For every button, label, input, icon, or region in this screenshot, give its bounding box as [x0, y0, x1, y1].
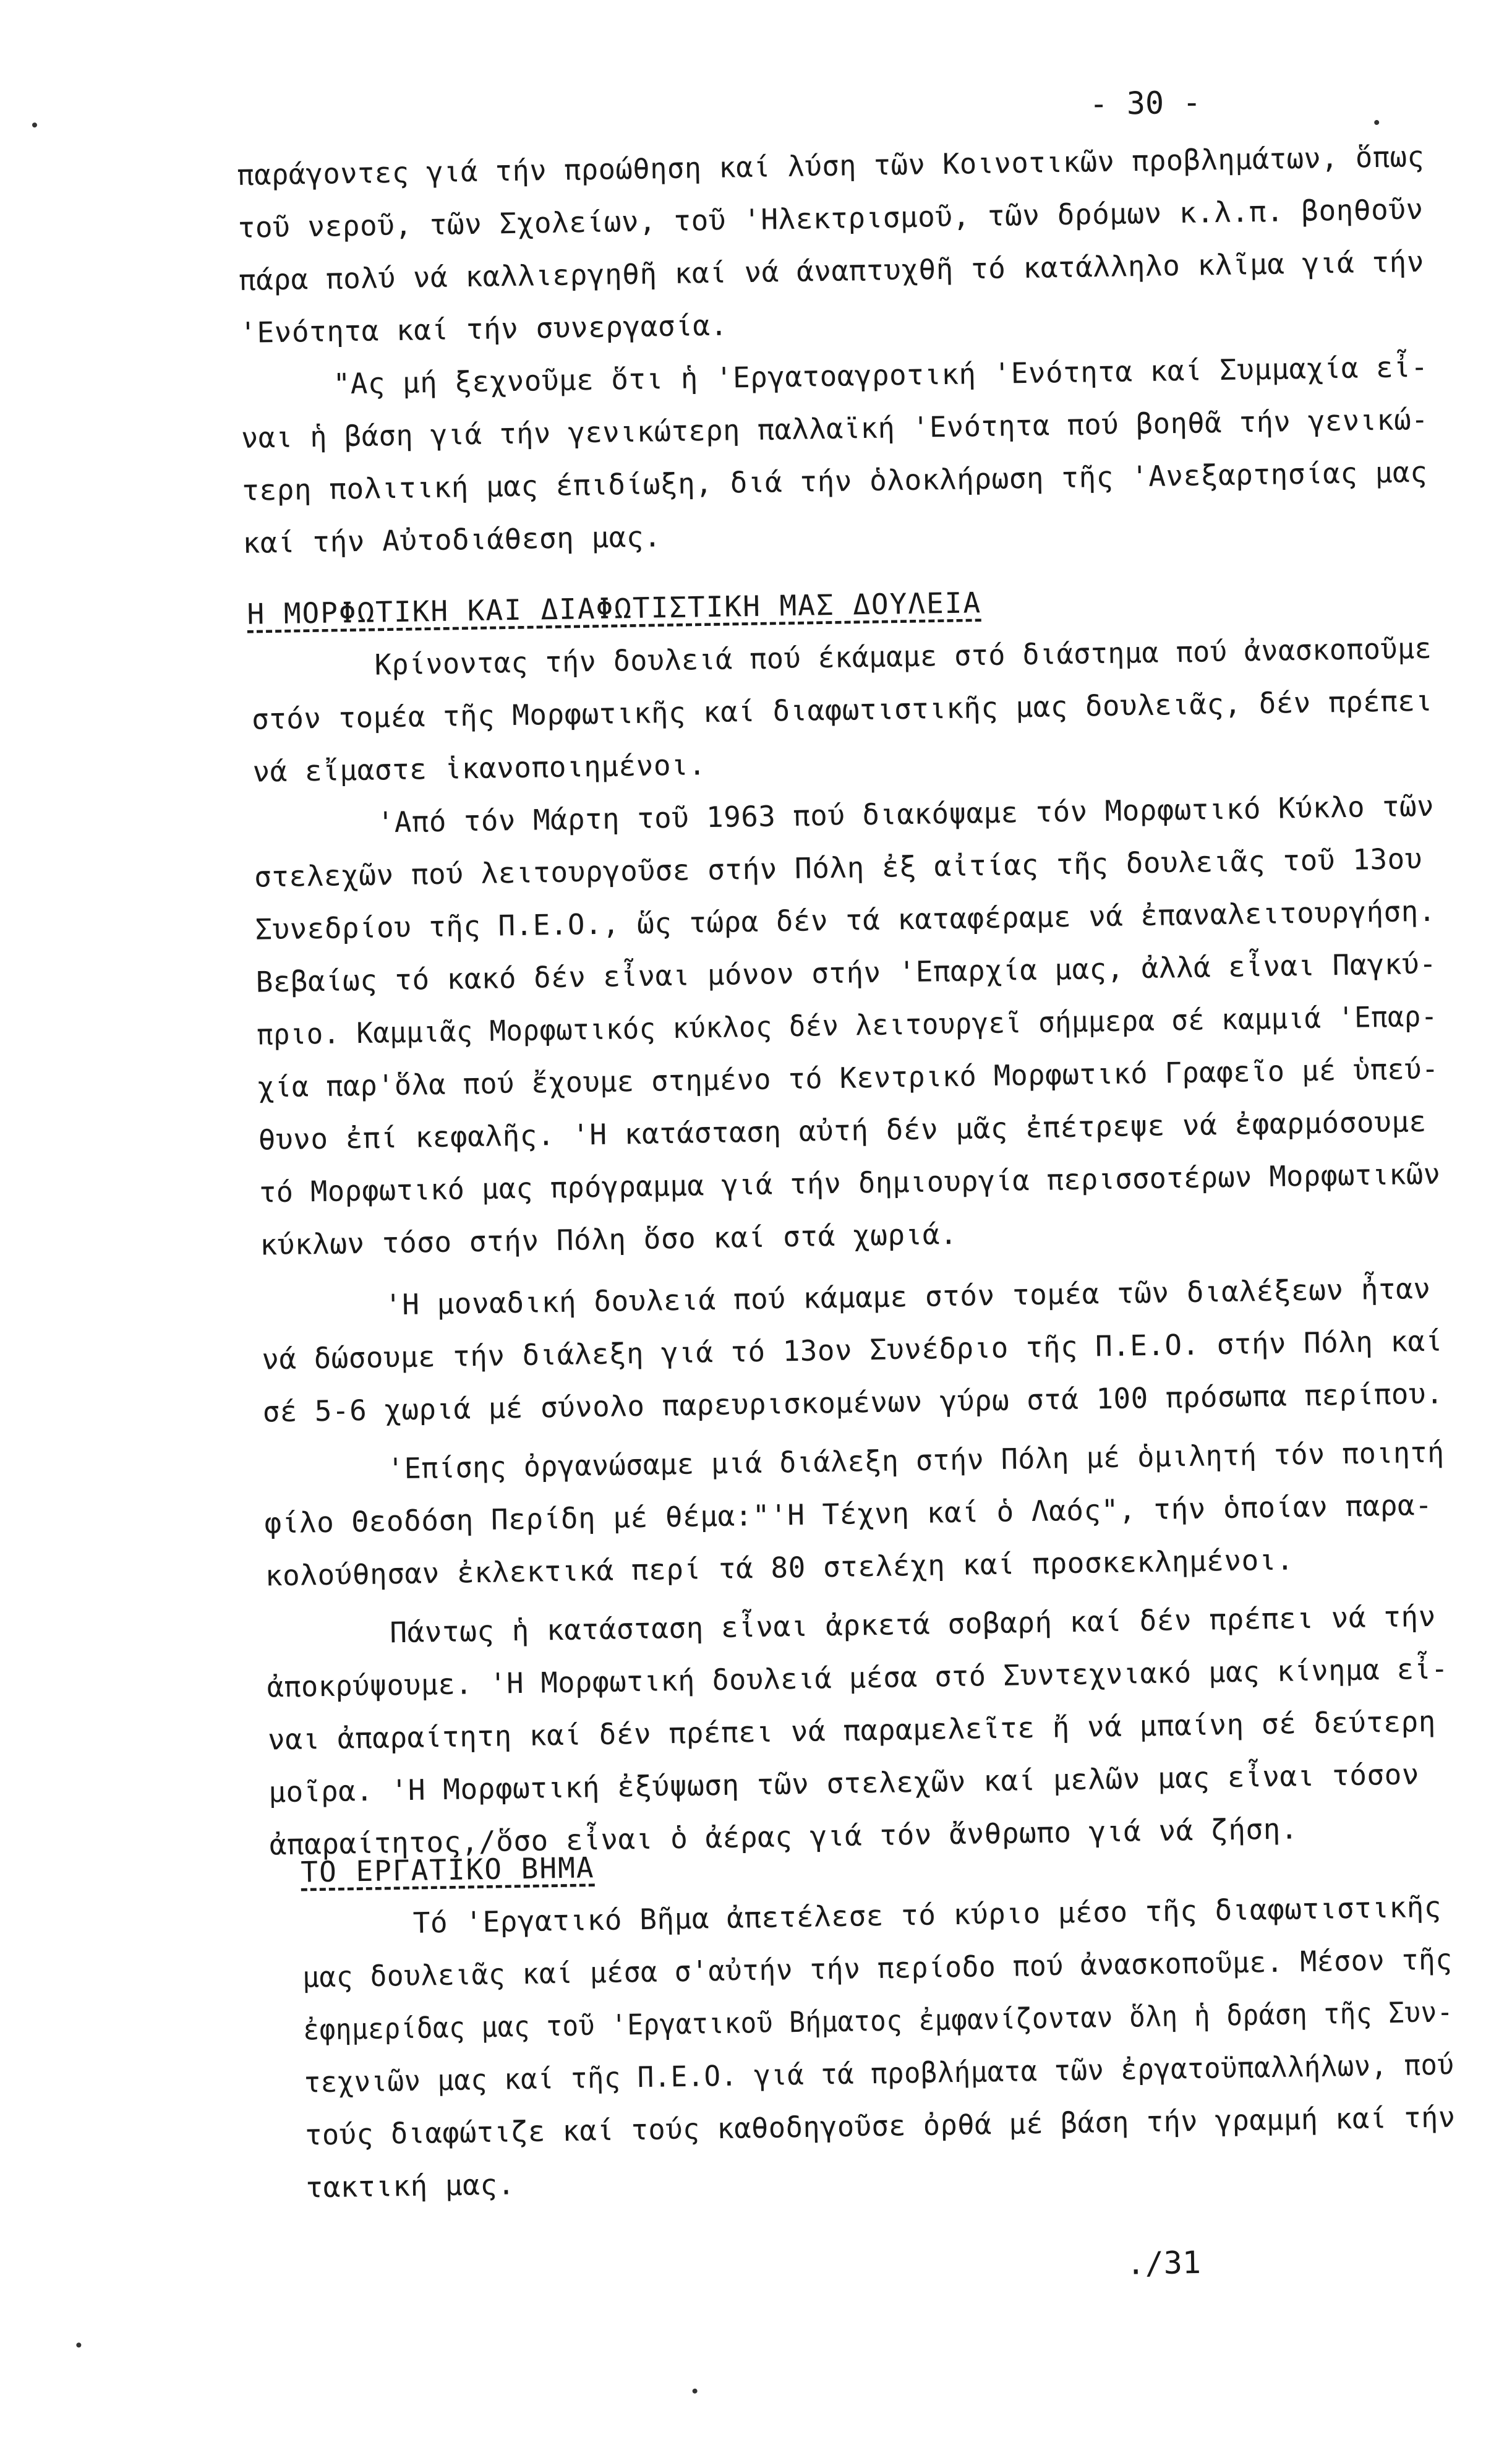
scan-speck — [1374, 120, 1379, 125]
text-line: 'Ενότητα καί τήν συνεργασία. — [239, 308, 728, 349]
text-line: τούς διαφώτιζε καί τούς καθοδηγοῦσε ὀρθά μέ βάση τήν γραμμή καί τήν — [304, 2100, 1456, 2152]
text-line: στόν τομέα τῆς Μορφωτικῆς καί διαφωτιστικῆς μας δουλειᾶς, δέν πρέπει — [251, 683, 1433, 736]
text-line: θυνο ἐπί κεφαλῆς. 'Η κατάσταση αὐτή δέν μᾶς ἐπέτρεψε νά ἐφαρμόσουμε — [258, 1104, 1427, 1157]
text-line: παράγοντες γιά τήν προώθηση καί λύση τῶν Κοινοτικῶν προβλημάτων, ὅπως — [236, 139, 1425, 192]
section-heading-workers-tribune: ΤΟ ΕΡΓΑΤΙΚΟ ΒΗΜΑ — [300, 1851, 595, 1889]
text-line: πριο. Καμμιᾶς Μορφωτικός κύκλος δέν λειτουργεῖ σήμμερα σέ καμμιά 'Επαρ- — [256, 999, 1438, 1051]
text-line: 'Η μοναδική δουλειά πού κάμαμε στόν τομέα τῶν διαλέξεων ἦταν — [384, 1271, 1431, 1322]
text-line: Κρίνοντας τήν δουλειά πού έκάμαμε στό διάστημα πού ἀνασκοποῦμε — [374, 631, 1432, 682]
text-line: ἀποκρύψουμε. 'Η Μορφωτική δουλειά μέσα στό Συντεχνιακό μας κίνημα εἶ- — [267, 1651, 1449, 1704]
text-line: σέ 5-6 χωριά μέ σύνολο παρευρισκομένων γύρω στά 100 πρόσωπα περίπου. — [262, 1376, 1444, 1429]
text-line: Συνεδρίου τῆς Π.Ε.Ο., ὥς τώρα δέν τά καταφέραμε νά ἐπαναλειτουργήση. — [255, 894, 1437, 946]
text-line: Τό 'Εργατικό Βῆμα ἀπετέλεσε τό κύριο μέσο τῆς διαφωτιστικῆς — [412, 1890, 1442, 1940]
text-line: χία παρ'ὅλα πού ἔχουμε στημένο τό Κεντρικό Μορφωτικό Γραφεῖο μέ ὑπεύ- — [257, 1051, 1440, 1104]
text-line: πάρα πολύ νά καλλιεργηθῆ καί νά άναπτυχθῆ τό κατάλληλο κλῖμα γιά τήν — [238, 244, 1425, 297]
text-line: στελεχῶν πού λειτουργοῦσε στήν Πόλη ἐξ αἰτίας τῆς δουλειᾶς τοῦ 13ου — [254, 841, 1423, 894]
scan-speck — [693, 2389, 698, 2394]
text-line: μας δουλειᾶς καί μέσα σ'αὐτήν τήν περίοδο πού ἀνασκοποῦμε. Μέσον τῆς — [302, 1942, 1453, 1994]
text-line: τοῦ νεροῦ, τῶν Σχολείων, τοῦ 'Ηλεκτρισμοῦ, τῶν δρόμων κ.λ.π. βοηθοῦν — [237, 192, 1424, 244]
page-number: - 30 - — [1089, 84, 1202, 122]
text-line: κύκλων τόσο στήν Πόλη ὅσο καί στά χωριά. — [260, 1217, 958, 1262]
scan-speck — [76, 2342, 81, 2347]
text-line: τεχνιῶν μας καί τῆς Π.Ε.Ο. γιά τά προβλήματα τῶν ἐργατοϋπαλλήλων, πού — [304, 2047, 1454, 2099]
text-line: νά εἴμαστε ἱκανοποιημένοι. — [252, 748, 706, 789]
text-line: Βεβαίως τό κακό δέν εἶναι μόνον στήν 'Επαρχία μας, ἀλλά εἶναι Παγκύ- — [255, 946, 1437, 999]
text-line: ναι ἡ βάση γιά τήν γενικώτερη παλλαϊκή 'Ενότητα πού βοηθᾶ τήν γενικώ- — [241, 402, 1429, 455]
text-line: ἀπαραίτητος,/ὅσο εἶναι ὁ ἀέρας γιά τόν ἄνθρωπο γιά νά ζήση. — [269, 1812, 1299, 1862]
text-line: τακτική μας. — [305, 2167, 516, 2204]
text-line: 'Επίσης ὀργανώσαμε μιά διάλεξη στήν Πόλη μέ ὁμιλητή τόν ποιητή — [387, 1435, 1445, 1486]
text-line: τερη πολιτική μας έπιδίωξη, διά τήν ὁλοκλήρωση τῆς 'Ανεξαρτησίας μας — [241, 455, 1428, 507]
scan-speck — [32, 122, 37, 127]
text-line: νά δώσουμε τήν διάλεξη γιά τό 13ον Συνέδριο τῆς Π.Ε.Ο. στήν Πόλη καί — [261, 1324, 1443, 1376]
text-line: φίλο Θεοδόση Περίδη μέ θέμα:"'Η Τέχνη καί ὁ Λαός", τήν ὁποίαν παρα- — [264, 1488, 1433, 1540]
text-line: ἐφημερίδας μας τοῦ 'Εργατικοῦ Βήματος ἐμφανίζονταν ὅλη ἡ δράση τῆς Συν- — [302, 1995, 1454, 2047]
text-line: 'Από τόν Μάρτη τοῦ 1963 πού διακόψαμε τόν Μορφωτικό Κύκλο τῶν — [377, 789, 1435, 839]
text-line: ναι ἀπαραίτητη καί δέν πρέπει νά παραμελεῖτε ἤ νά μπαίνη σέ δεύτερη — [267, 1704, 1437, 1757]
text-line: Πάντως ἡ κατάσταση εἶναι ἀρκετά σοβαρή καί δέν πρέπει νά τήν — [389, 1599, 1437, 1650]
text-line: μοῖρα. 'Η Μορφωτική ἐξύψωση τῶν στελεχῶν καί μελῶν μας εἶναι τόσον — [268, 1757, 1420, 1809]
section-heading-education: Η ΜΟΡΦΩΤΙΚΗ ΚΑΙ ΔΙΑΦΩΤΙΣΤΙΚΗ ΜΑΣ ΔΟΥΛΕΙΑ — [247, 586, 982, 631]
text-line: κολούθησαν ἐκλεκτικά περί τά 80 στελέχη καί προσκεκλημένοι. — [265, 1543, 1294, 1593]
text-line: "Ας μή ξεχνοῦμε ὅτι ἡ 'Εργατοαγροτική 'Ενότητα καί Συμμαχία εἶ- — [333, 349, 1429, 401]
continuation-marker: ./31 — [1126, 2244, 1202, 2282]
text-line: τό Μορφωτικό μας πρόγραμμα γιά τήν δημιουργία περισσοτέρων Μορφωτικῶν — [258, 1157, 1441, 1209]
text-line: καί τήν Αὐτοδιάθεση μας. — [242, 520, 662, 560]
